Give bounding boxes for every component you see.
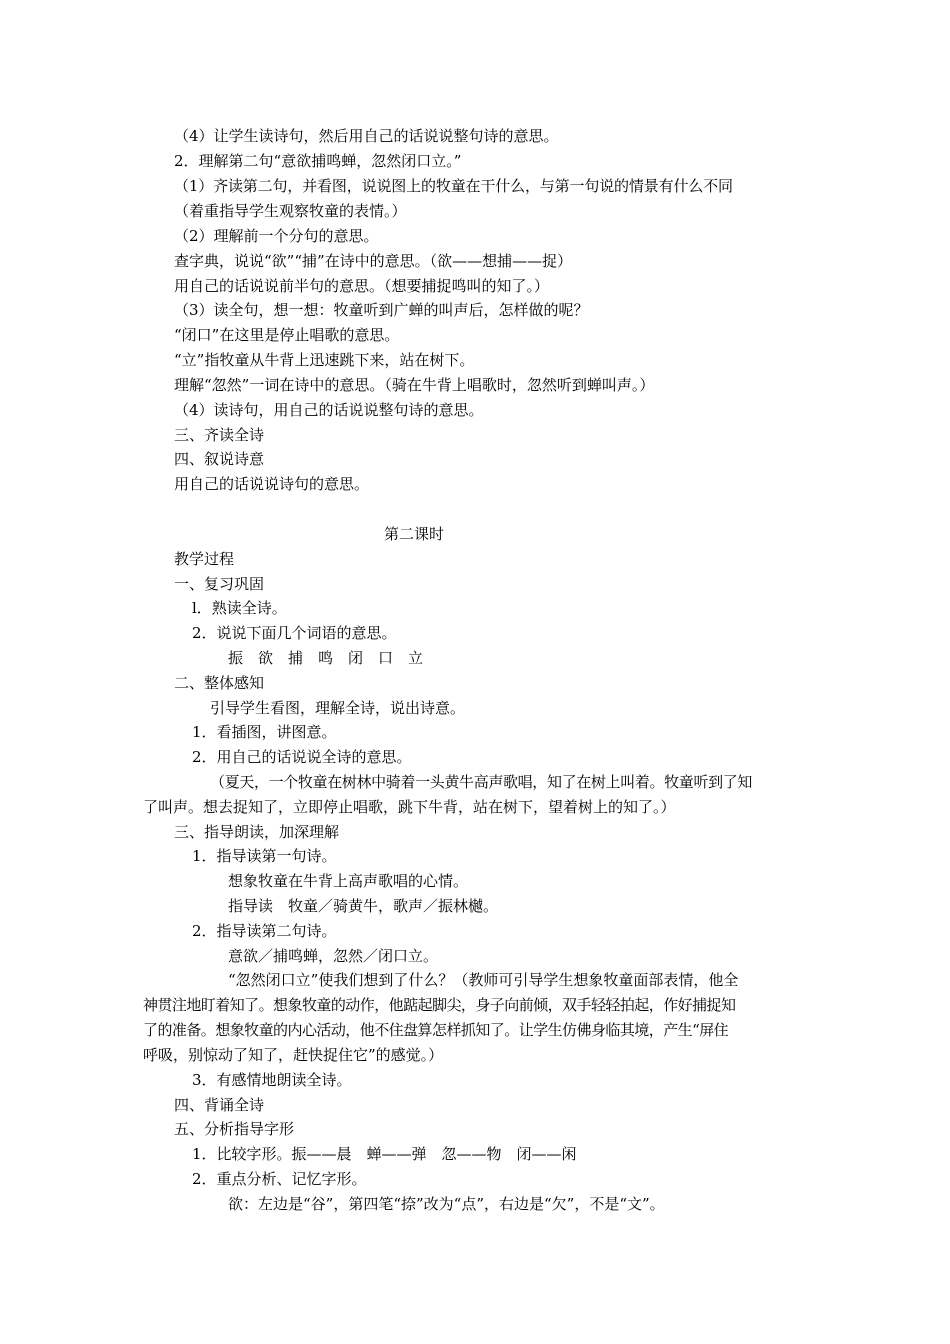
lesson-title: 第二课时	[384, 525, 445, 543]
text-line: 教学过程	[174, 550, 235, 568]
text-line: 用自己的话说说诗句的意思。	[174, 475, 370, 493]
text-line: （4）让学生读诗句，然后用自己的话说说整句诗的意思。	[174, 127, 559, 145]
text-line: 2．重点分析、记忆字形。	[192, 1170, 367, 1188]
text-line: 2．用自己的话说说全诗的意思。	[192, 748, 412, 766]
text-line: 1．比较字形。振——晨 蝉——弹 忽——物 闭——闲	[192, 1145, 577, 1163]
text-line: （夏天，一个牧童在树林中骑着一头黄牛高声歌唱，知了在树上叫着。牧童听到了知	[210, 773, 753, 791]
text-line: 意欲／捕鸣蝉，忽然／闭口立。	[228, 947, 439, 965]
text-line: 3．有感情地朗读全诗。	[192, 1071, 352, 1089]
text-line: 引导学生看图，理解全诗，说出诗意。	[210, 699, 466, 717]
section-heading: 四、叙说诗意	[174, 450, 265, 468]
text-line: 1．指导读第一句诗。	[192, 847, 337, 865]
text-line: 欲：左边是“谷”，第四笔“捺”改为“点”，右边是“欠”，不是“文”。	[228, 1195, 665, 1213]
text-line: l．熟读全诗。	[192, 599, 287, 617]
text-line: （4）读诗句，用自己的话说说整句诗的意思。	[174, 401, 484, 419]
section-heading: 二、整体感知	[174, 674, 265, 692]
text-line: 2．理解第二句“意欲捕鸣蝉，忽然闭口立。”	[174, 152, 462, 170]
section-heading: 五、分析指导字形	[174, 1120, 295, 1138]
section-heading: 一、复习巩固	[174, 575, 265, 593]
section-heading: 三、指导朗读，加深理解	[174, 823, 340, 841]
text-line: （1）齐读第二句，并看图，说说图上的牧童在干什么，与第一句说的情景有什么不同	[174, 177, 733, 195]
text-line: 2．指导读第二句诗。	[192, 922, 337, 940]
text-line: 呼吸，别惊动了知了，赶快捉住它”的感觉。）	[143, 1046, 444, 1064]
word-list: 振 欲 捕 鸣 闭 口 立	[228, 649, 424, 667]
section-heading: 四、背诵全诗	[174, 1096, 265, 1114]
text-line: 理解“忽然”一词在诗中的意思。（骑在牛背上唱歌时，忽然听到蝉叫声。）	[174, 376, 655, 394]
text-line: 2．说说下面几个词语的意思。	[192, 624, 397, 642]
text-line: （3）读全句，想一想：牧童听到广蝉的叫声后，怎样做的呢？	[174, 301, 589, 319]
text-line: （2）理解前一个分句的意思。	[174, 227, 379, 245]
text-line: 了的准备。想象牧童的内心活动，他不住盘算怎样抓知了。让学生仿佛身临其境，产生“屏住	[143, 1021, 729, 1039]
text-line: 用自己的话说说前半句的意思。（想要捕捉鸣叫的知了。）	[174, 277, 550, 295]
text-line: 1．看插图，讲图意。	[192, 723, 337, 741]
text-line: （着重指导学生观察牧童的表情。）	[174, 202, 407, 220]
text-line: “立”指牧童从牛背上迅速跳下来，站在树下。	[174, 351, 475, 369]
text-line: 指导读 牧童／骑黄牛，歌声／振林樾。	[228, 897, 499, 915]
text-line: “忽然闭口立”使我们想到了什么？（教师可引导学生想象牧童面部表情，他全	[228, 971, 739, 989]
text-line: “闭口”在这里是停止唱歌的意思。	[174, 326, 400, 344]
text-line: 了叫声。想去捉知了，立即停止唱歌，跳下牛背，站在树下，望着树上的知了。）	[143, 798, 676, 816]
text-line: 查字典，说说“欲”“捕”在诗中的意思。（欲——想捕——捉）	[174, 252, 573, 270]
text-line: 神贯注地盯着知了。想象牧童的动作，他踮起脚尖，身子向前倾，双手轻轻拍起，作好捕捉知	[143, 996, 736, 1014]
text-line: 想象牧童在牛背上高声歌唱的心情。	[228, 872, 469, 890]
section-heading: 三、齐读全诗	[174, 426, 265, 444]
